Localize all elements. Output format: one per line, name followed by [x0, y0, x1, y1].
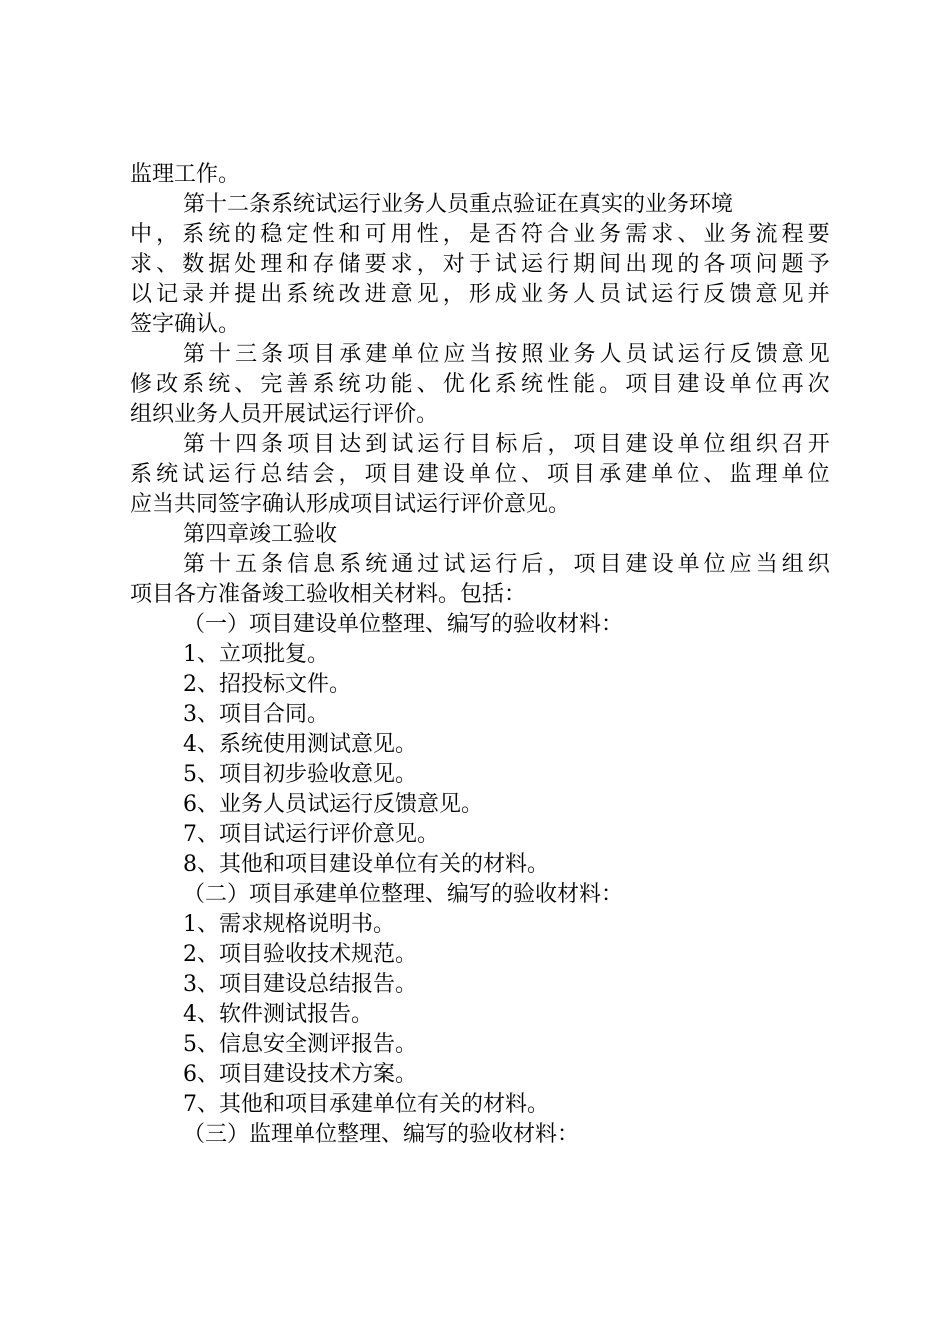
text-line: 中 ， 系 统 的 稳 定 性 和 可 用 性 ， 是 否 符 合 业 务 需 求 、 业 务 流 程 要 — [130, 222, 830, 247]
text-line: 5、信息安全测评报告。 — [183, 1032, 417, 1057]
text-line: 组织业务人员开展试运行评价。 — [130, 402, 439, 427]
text-line: 2、招投标文件。 — [183, 672, 351, 697]
text-line: 1、需求规格说明书。 — [183, 912, 395, 937]
text-line: 5、项目初步验收意见。 — [183, 762, 417, 787]
text-line: 6、项目建设技术方案。 — [183, 1062, 417, 1087]
text-line: 监理工作。 — [130, 162, 241, 187]
text-line: 7、项目试运行评价意见。 — [183, 822, 439, 847]
text-line: 应当共同签字确认形成项目试运行评价意见。 — [130, 492, 571, 517]
text-line: 求 、 数 据 处 理 和 存 储 要 求 ， 对 于 试 运 行 期 间 出 现 的 各 项 问 题 予 — [130, 252, 830, 277]
text-line: 3、项目合同。 — [183, 702, 329, 727]
text-line: （三）监理单位整理、编写的验收材料： — [183, 1122, 580, 1147]
text-line: 签字确认。 — [130, 312, 241, 337]
text-line: 第 十 三 条 项 目 承 建 单 位 应 当 按 照 业 务 人 员 试 运 行 反 馈 意 见 — [183, 342, 830, 367]
text-line: 第十二条系统试运行业务人员重点验证在真实的业务环境 — [183, 192, 734, 217]
text-line: 修 改 系 统 、 完 善 系 统 功 能 、 优 化 系 统 性 能 。 项 目 建 设 单 位 再 次 — [130, 372, 830, 397]
text-line: （二）项目承建单位整理、编写的验收材料： — [183, 882, 624, 907]
text-line: 项目各方准备竣工验收相关材料。包括： — [130, 582, 527, 607]
text-line: 第 十 五 条 信 息 系 统 通 过 试 运 行 后 ， 项 目 建 设 单 位 应 当 组 织 — [183, 552, 830, 577]
text-line: 第 十 四 条 项 目 达 到 试 运 行 目 标 后 ， 项 目 建 设 单 位 组 织 召 开 — [183, 432, 830, 457]
text-line: 3、项目建设总结报告。 — [183, 972, 417, 997]
text-line: 2、项目验收技术规范。 — [183, 942, 417, 967]
text-line: 系 统 试 运 行 总 结 会 ， 项 目 建 设 单 位 、 项 目 承 建 单 位 、 监 理 单 位 — [130, 462, 830, 487]
text-line: 第四章竣工验收 — [183, 522, 338, 547]
text-line: 1、立项批复。 — [183, 642, 329, 667]
text-line: 以 记 录 并 提 出 系 统 改 进 意 见 ， 形 成 业 务 人 员 试 运 行 反 馈 意 见 并 — [130, 282, 830, 307]
text-line: 4、软件测试报告。 — [183, 1002, 373, 1027]
text-line: 6、业务人员试运行反馈意见。 — [183, 792, 483, 817]
text-line: 4、系统使用测试意见。 — [183, 732, 417, 757]
text-line: 7、其他和项目承建单位有关的材料。 — [183, 1092, 549, 1117]
text-line: 8、其他和项目建设单位有关的材料。 — [183, 852, 549, 877]
text-line: （一）项目建设单位整理、编写的验收材料： — [183, 612, 624, 637]
